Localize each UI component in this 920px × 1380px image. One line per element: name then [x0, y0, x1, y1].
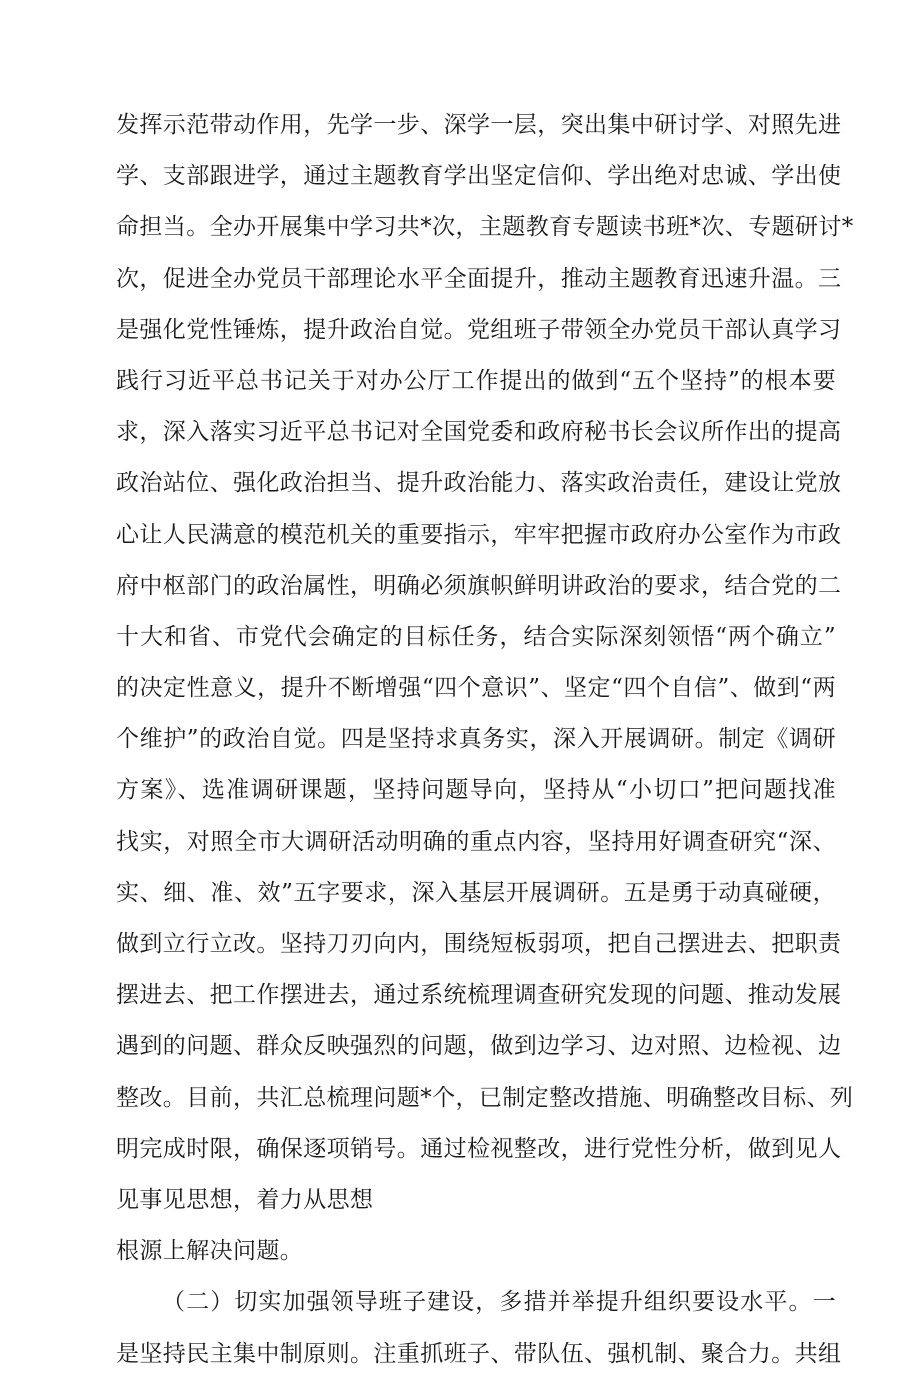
- text-line: 府中枢部门的政治属性，明确必须旗帜鲜明讲政治的要求，结合党的二: [116, 572, 842, 599]
- text-line: 明完成时限，确保逐项销号。通过检视整改，进行党性分析，做到见人: [116, 1135, 842, 1162]
- text-line: 是坚持民主集中制原则。注重抓班子、带队伍、强机制、聚合力。共组: [116, 1340, 842, 1367]
- text-line: 践行习近平总书记关于对办公厅工作提出的做到“五个坚持”的根本要: [116, 367, 836, 394]
- text-line: 的决定性意义，提升不断增强“四个意识”、坚定“四个自信”、做到“两: [116, 675, 836, 702]
- text-line: 见事见思想，着力从思想: [116, 1186, 374, 1213]
- text-line: 摆进去、把工作摆进去，通过系统梳理调查研究发现的问题、推动发展: [116, 982, 842, 1009]
- text-line: 求，深入落实习近平总书记对全国党委和政府秘书长会议所作出的提高: [116, 419, 842, 446]
- text-line: 次，促进全办党员干部理论水平全面提升，推动主题教育迅速升温。三: [116, 265, 842, 292]
- text-line: 找实，对照全市大调研活动明确的重点内容，坚持用好调查研究“深、: [116, 828, 836, 855]
- text-line: 心让人民满意的模范机关的重要指示，牢牢把握市政府办公室作为市政: [116, 521, 842, 548]
- section-heading-line: （二）切实加强领导班子建设，多措并举提升组织要设水平。一: [162, 1289, 836, 1316]
- text-line: 做到立行立改。坚持刀刃向内，围绕短板弱项，把自己摆进去、把职责: [116, 931, 842, 957]
- text-line: 实、细、准、效”五字要求，深入基层开展调研。五是勇于动真碰硬，: [116, 879, 836, 906]
- text-line: 是强化党性锤炼，提升政治自觉。党组班子带领全办党员干部认真学习: [116, 316, 842, 343]
- text-line: 命担当。全办开展集中学习共*次，主题教育专题读书班*次、专题研讨*: [116, 214, 854, 241]
- body-text: [116, 100, 854, 1380]
- text-line: 政治站位、强化政治担当、提升政治能力、落实政治责任，建设让党放: [116, 470, 842, 497]
- text-line: 发挥示范带动作用，先学一步、深学一层，突出集中研讨学、对照先进: [116, 112, 842, 138]
- text-line: 学、支部跟进学，通过主题教育学出坚定信仰、学出绝对忠诚、学出使: [116, 163, 842, 190]
- text-line: 十大和省、市党代会确定的目标任务，结合实际深刻领悟“两个确立”: [116, 623, 836, 650]
- text-line: 根源上解决问题。: [116, 1238, 304, 1265]
- text-line: 方案》、选准调研课题，坚持问题导向，坚持从“小切口”把问题找准: [116, 777, 836, 804]
- text-line: 整改。目前，共汇总梳理问题*个，已制定整改措施、明确整改目标、列: [116, 1084, 854, 1111]
- text-line: 个维护”的政治自觉。四是坚持求真务实，深入开展调研。制定《调研: [116, 726, 836, 753]
- text-line: 遇到的问题、群众反映强烈的问题，做到边学习、边对照、边检视、边: [116, 1033, 842, 1060]
